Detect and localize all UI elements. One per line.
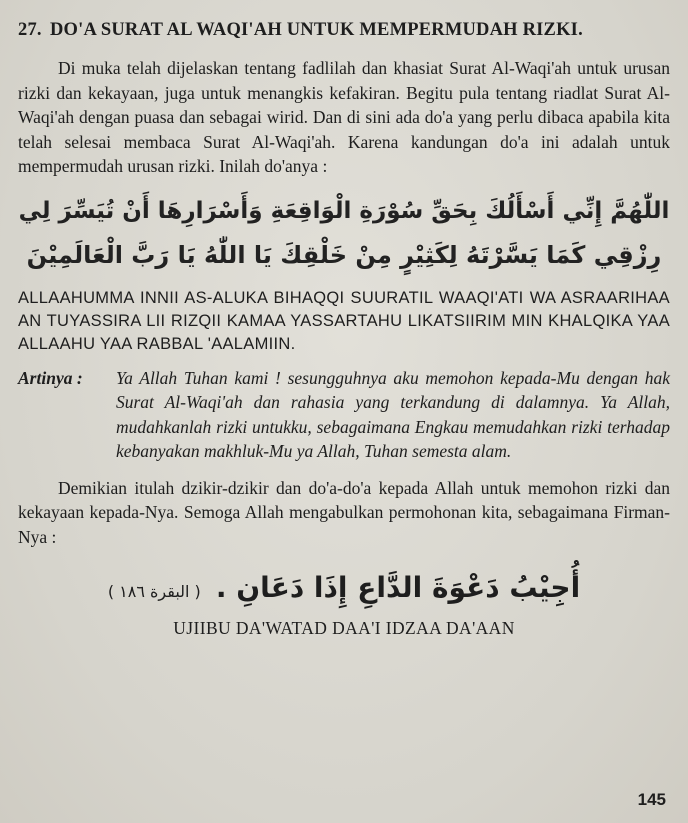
- page-number: 145: [637, 790, 666, 809]
- translation-block: [18, 366, 670, 464]
- translation-label: Artinya :: [18, 367, 83, 388]
- section-number: 27.: [18, 20, 42, 40]
- ayah-reference: ( البقرة ١٨٦ ): [107, 582, 201, 601]
- dua-arabic: [18, 189, 670, 277]
- ayah-verse: أُجِيْبُ دَعْوَةَ الدَّاعِ إِذَا دَعَانِ .: [215, 571, 581, 604]
- dua-arabic-line-2: رِزْقِي كَمَا يَسَّرْتَهُ لِكَثِيْرٍ مِنْ خَلْقِكَ يَا اللّٰهُ يَا رَبَّ الْعَالَمِيْنَ: [26, 240, 662, 269]
- section-title: DO'A SURAT AL WAQI'AH UNTUK MEMPERMUDAH RIZKI.: [50, 20, 583, 40]
- translation-text: Ya Allah Tuhan kami ! sesungguhnya aku memohon kepada-Mu dengan hak Surat Al-Waqi'ah dan rahasia yang terkandung di dalamnya. Ya Allah, mudahkanlah rizki untukku, sebagaimana Engkau memudahkan rizki terhadap kebanyakan makhluk-Mu ya Allah, Tuhan semesta alam.: [116, 367, 670, 461]
- dua-arabic-line-1: اللّٰهُمَّ إِنِّي أَسْأَلُكَ بِحَقِّ سُوْرَةِ الْوَاقِعَةِ وَأَسْرَارِهَا أَنْ تُيَسِّرَ لِي: [18, 197, 670, 224]
- section-heading: [18, 18, 670, 42]
- ayah-arabic: [18, 571, 670, 604]
- closing-paragraph: Demikian itulah dzikir-dzikir dan do'a-do'a kepada Allah untuk memohon rizki dan kekayaan kepada-Nya. Semoga Allah mengabulkan permohonan kita, sebagaimana Firman-Nya :: [18, 477, 670, 547]
- ayah-transliteration: UJIIBU DA'WATAD DAA'I IDZAA DA'AAN: [173, 618, 515, 638]
- intro-paragraph: Di muka telah dijelaskan tentang fadlilah dan khasiat Surat Al-Waqi'ah untuk urusan rizki dan kekayaan, juga untuk menangkis kefakiran. Begitu pula tentang riadlat Surat Al-Waqi'ah dengan puasa dan sebagai wirid. Dan di sini ada do'a yang perlu dibaca apabila kita telah selesai membaca Surat Al-Waqi'ah. Karena kandungan do'a ini adalah untuk mempermudah urusan rizki. Inilah do'anya :: [18, 58, 670, 176]
- dua-transliteration: ALLAAHUMMA INNII AS-ALUKA BIHAQQI SUURATIL WAAQI'ATI WA ASRAARIHAA AN TUYASSIRA LII RIZQII KAMAA YASSARTAHU LIKATSIIRIM MIN KHALQIKA YAA ALLAAHU YAA RABBAL 'AALAMIIN.: [18, 288, 670, 353]
